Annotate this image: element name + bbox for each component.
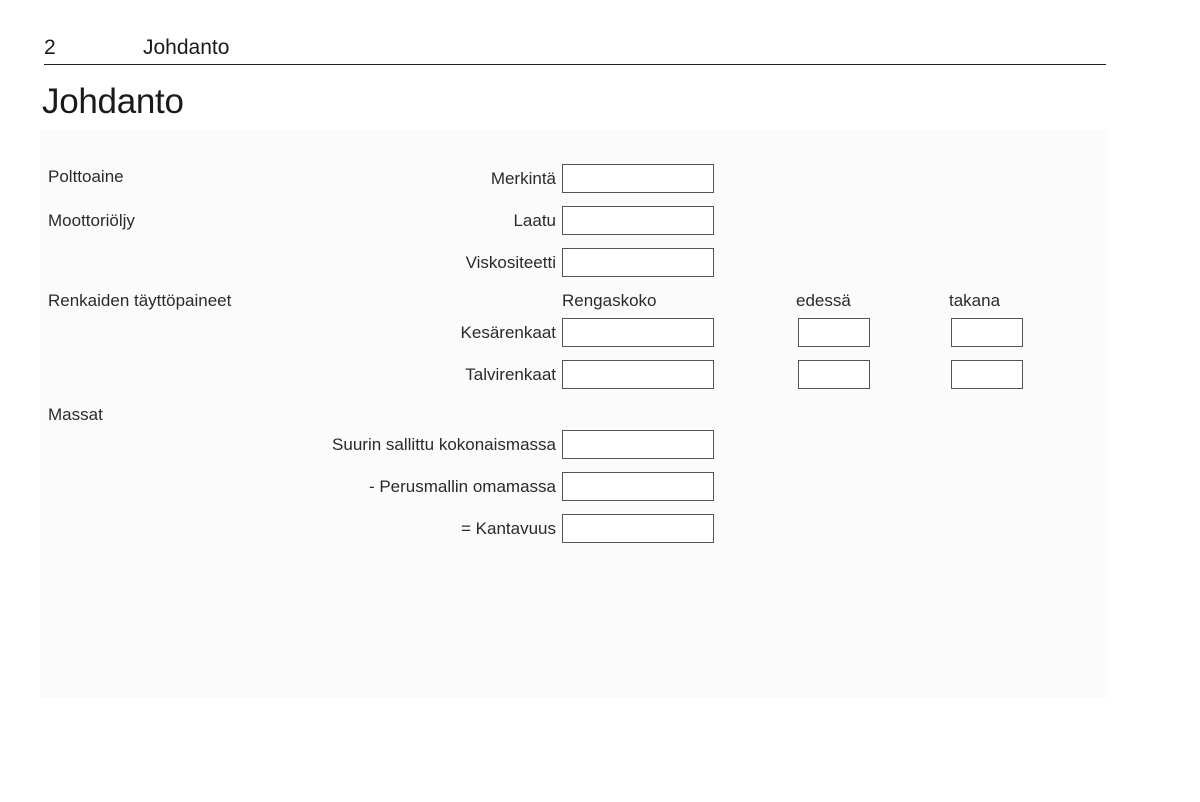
- field-label-quality: Laatu: [513, 211, 556, 230]
- field-label-winter-tyres: Talvirenkaat: [465, 365, 556, 384]
- winter-rear-pressure-field[interactable]: [951, 360, 1023, 389]
- marking-field[interactable]: [562, 164, 714, 193]
- field-label-base-curb-mass: - Perusmallin omamassa: [368, 477, 556, 496]
- column-header-tyre-size: Rengaskoko: [562, 291, 657, 310]
- winter-front-pressure-field[interactable]: [798, 360, 870, 389]
- max-total-mass-field[interactable]: [562, 430, 714, 459]
- oil-quality-field[interactable]: [562, 206, 714, 235]
- summer-tyre-size-field[interactable]: [562, 318, 714, 347]
- vehicle-data-form: [40, 130, 1108, 698]
- payload-field[interactable]: [562, 514, 714, 543]
- field-label-marking: Merkintä: [490, 169, 556, 188]
- running-header: [44, 34, 1106, 65]
- section-title: Johdanto: [42, 82, 184, 121]
- column-header-front: edessä: [796, 291, 851, 310]
- running-title: Johdanto: [143, 36, 230, 59]
- field-label-summer-tyres: Kesärenkaat: [460, 323, 556, 342]
- oil-viscosity-field[interactable]: [562, 248, 714, 277]
- page-number: 2: [44, 36, 56, 59]
- group-label-masses: Massat: [48, 405, 103, 424]
- group-label-engine-oil: Moottoriöljy: [48, 211, 135, 230]
- base-curb-mass-field[interactable]: [562, 472, 714, 501]
- winter-tyre-size-field[interactable]: [562, 360, 714, 389]
- group-label-fuel: Polttoaine: [48, 167, 124, 186]
- summer-rear-pressure-field[interactable]: [951, 318, 1023, 347]
- field-label-viscosity: Viskositeetti: [465, 253, 556, 272]
- field-label-max-total-mass: Suurin sallittu kokonaismassa: [332, 435, 556, 454]
- group-label-tyre-pressures: Renkaiden täyttöpaineet: [48, 291, 232, 310]
- column-header-rear: takana: [949, 291, 1001, 310]
- field-label-payload: = Kantavuus: [461, 519, 556, 538]
- summer-front-pressure-field[interactable]: [798, 318, 870, 347]
